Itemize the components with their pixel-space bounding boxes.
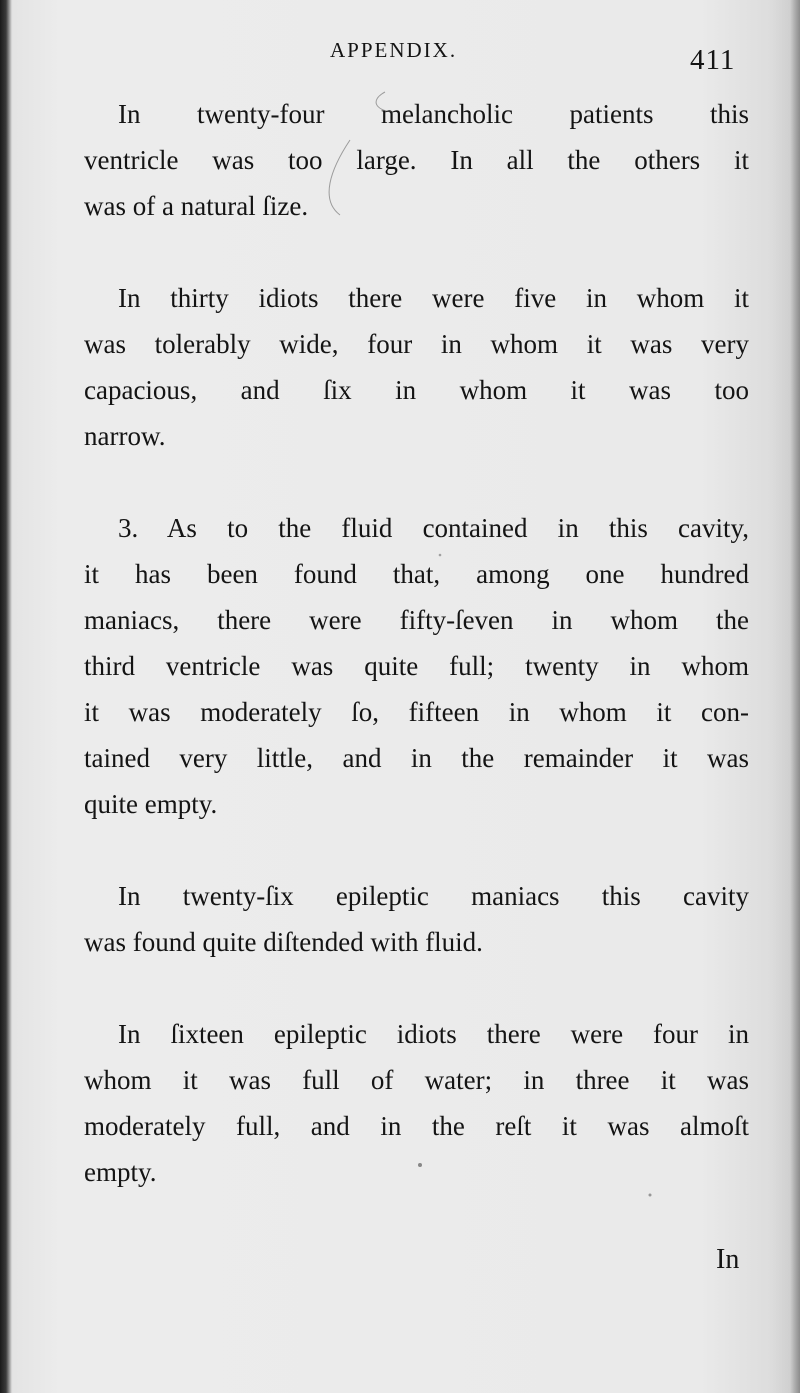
text-line: it has been found that, among one hundred: [84, 559, 749, 589]
page-number: 411: [690, 44, 736, 76]
running-head: [0, 38, 800, 78]
text-line: In twenty-ſix epileptic maniacs this cavity: [118, 881, 749, 911]
text-line: capacious, and ſix in whom it was too: [84, 375, 749, 405]
text-line: was found quite diſtended with fluid.: [84, 927, 483, 957]
text-line: 3. As to the fluid contained in this cavity,: [118, 513, 749, 543]
paragraph-5: [84, 1011, 749, 1195]
text-line: In twenty-four melancholic patients this: [118, 99, 749, 129]
catchword: In: [716, 1244, 740, 1275]
text-line: narrow.: [84, 421, 166, 451]
text-line: whom it was full of water; in three it was: [84, 1065, 749, 1095]
text-line: In ſixteen epileptic idiots there were four in: [118, 1019, 749, 1049]
text-line: it was moderately ſo, fifteen in whom it con-: [84, 697, 749, 727]
text-line: ventricle was too large. In all the others it: [84, 145, 749, 175]
paragraph-2: [84, 275, 749, 459]
text-line: maniacs, there were fifty-ſeven in whom the: [84, 605, 749, 635]
text-line: empty.: [84, 1157, 157, 1187]
body-text: [84, 91, 749, 1241]
text-line: moderately full, and in the reſt it was almoſt: [84, 1111, 749, 1141]
text-line: was of a natural ſize.: [84, 191, 309, 221]
paragraph-4: [84, 873, 749, 965]
text-line: third ventricle was quite full; twenty in whom: [84, 651, 749, 681]
text-line: quite empty.: [84, 789, 218, 819]
paragraph-1: [84, 91, 749, 229]
text-line: was tolerably wide, four in whom it was very: [84, 329, 749, 359]
text-line: tained very little, and in the remainder it was: [84, 743, 749, 773]
paragraph-3: [84, 505, 749, 827]
running-title: APPENDIX.: [330, 38, 458, 62]
text-line: In thirty idiots there were five in whom it: [118, 283, 749, 313]
